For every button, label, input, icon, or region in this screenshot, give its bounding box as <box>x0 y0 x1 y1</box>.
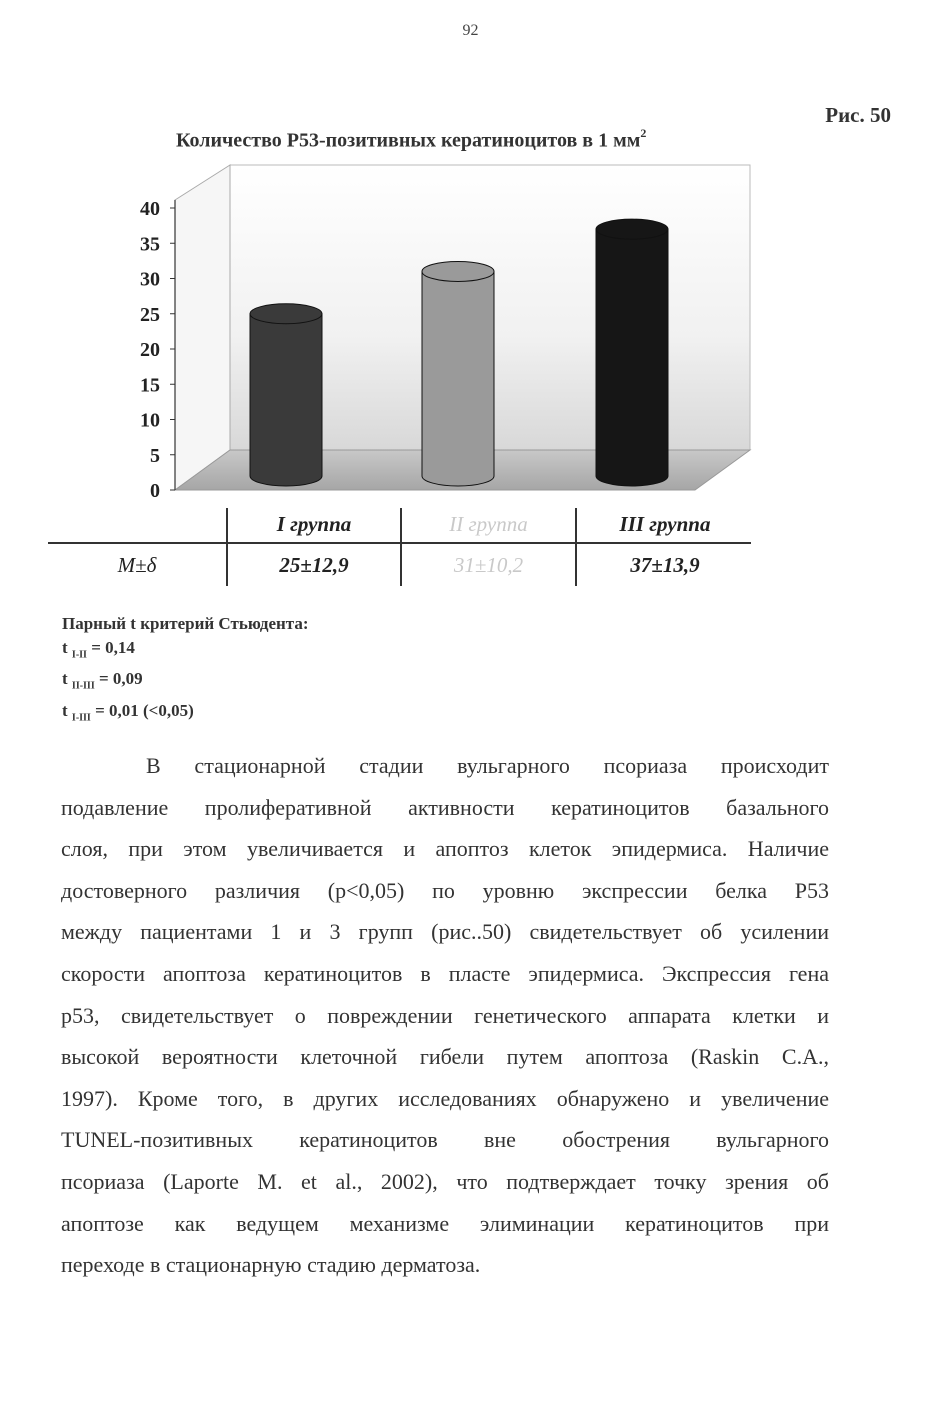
bar-top-2 <box>422 261 494 281</box>
y-tick-label: 0 <box>150 480 160 502</box>
t-test-heading: Парный t критерий Стьюдента: <box>62 614 309 633</box>
body-line: между пациентами 1 и 3 групп (рис..50) свидетельствует об усилении <box>61 919 829 945</box>
table-rule <box>48 542 751 544</box>
table-value-group-1: 25±12,9 <box>279 553 349 577</box>
page-number: 92 <box>462 22 479 39</box>
chart-title-superscript: 2 <box>640 126 647 140</box>
y-tick-label: 15 <box>140 374 160 397</box>
student-t-test <box>62 612 309 730</box>
bar-2 <box>422 271 494 486</box>
body-line: p53, свидетельствует о повреждении генетического аппарата клетки и <box>61 1002 829 1028</box>
body-line: скорости апоптоза кератиноцитов в пласте эпидермиса. Экспрессия гена <box>61 960 829 986</box>
bar-group-3 <box>596 219 668 486</box>
body-line: достоверного различия (p<0,05) по уровню экспрессии белка P53 <box>61 877 829 903</box>
body-line: В стационарной стадии вульгарного псориаза происходит <box>146 753 829 778</box>
table-value-group-2: 31±10,2 <box>453 553 524 577</box>
bar-group-1 <box>250 304 322 486</box>
t-test-line-1-2: t $_{I-II}$ = 0,14 <box>62 638 135 661</box>
body-line: переходе в стационарную стадию дерматоза. <box>61 1252 481 1278</box>
body-line: TUNEL-позитивных кератиноцитов вне обострения вульгарного <box>61 1127 829 1153</box>
y-axis-ticks <box>140 198 175 502</box>
stats-table <box>48 508 753 588</box>
table-value-group-3: 37±13,9 <box>630 553 700 577</box>
y-tick-label: 35 <box>140 233 160 256</box>
y-tick-label: 40 <box>140 198 160 220</box>
bar-1 <box>250 314 322 486</box>
body-paragraph <box>61 745 829 1286</box>
body-line: апоптозе как ведущем механизме элиминации кератиноцитов при <box>61 1210 829 1236</box>
table-row-label: M±δ <box>117 553 157 577</box>
y-tick-label: 5 <box>150 444 160 467</box>
y-tick-label: 30 <box>140 268 160 291</box>
bar-group-2 <box>422 261 494 486</box>
body-line: подавление пролиферативной активности кератиноцитов базального <box>61 794 829 820</box>
left-wall <box>175 165 230 490</box>
body-line: высокой вероятности клеточной гибели путем апоптоза (Raskin C.A., <box>61 1044 829 1070</box>
bar-chart <box>120 150 780 510</box>
bar-3 <box>596 229 668 486</box>
chart-title-text: Количество P53-позитивных кератиноцитов в 1 мм <box>176 129 641 152</box>
table-header-group-3: III группа <box>619 512 711 536</box>
figure-label: Рис. 50 <box>825 103 891 127</box>
table-header-group-2: II группа <box>449 512 528 536</box>
y-tick-label: 10 <box>140 409 160 432</box>
body-line: 1997). Кроме того, в других исследованиях обнаружено и увеличение <box>61 1085 829 1111</box>
table-header-group-1: I группа <box>276 512 352 536</box>
y-tick-label: 20 <box>140 339 160 361</box>
y-tick-label: 25 <box>140 303 160 326</box>
t-test-line-2-3: t $_{II-III}$ = 0,09 <box>62 669 143 692</box>
bar-top-1 <box>250 304 322 324</box>
body-line: псориаза (Laporte M. et al., 2002), что подтверждает точку зрения об <box>61 1168 829 1194</box>
t-test-line-1-3: t $_{I-III}$ = 0,01 (<0,05) <box>62 700 194 724</box>
chart-title <box>176 128 646 153</box>
body-line: слоя, при этом увеличивается и апоптоз клеток эпидермиса. Наличие <box>61 836 829 862</box>
bar-top-3 <box>596 219 668 239</box>
